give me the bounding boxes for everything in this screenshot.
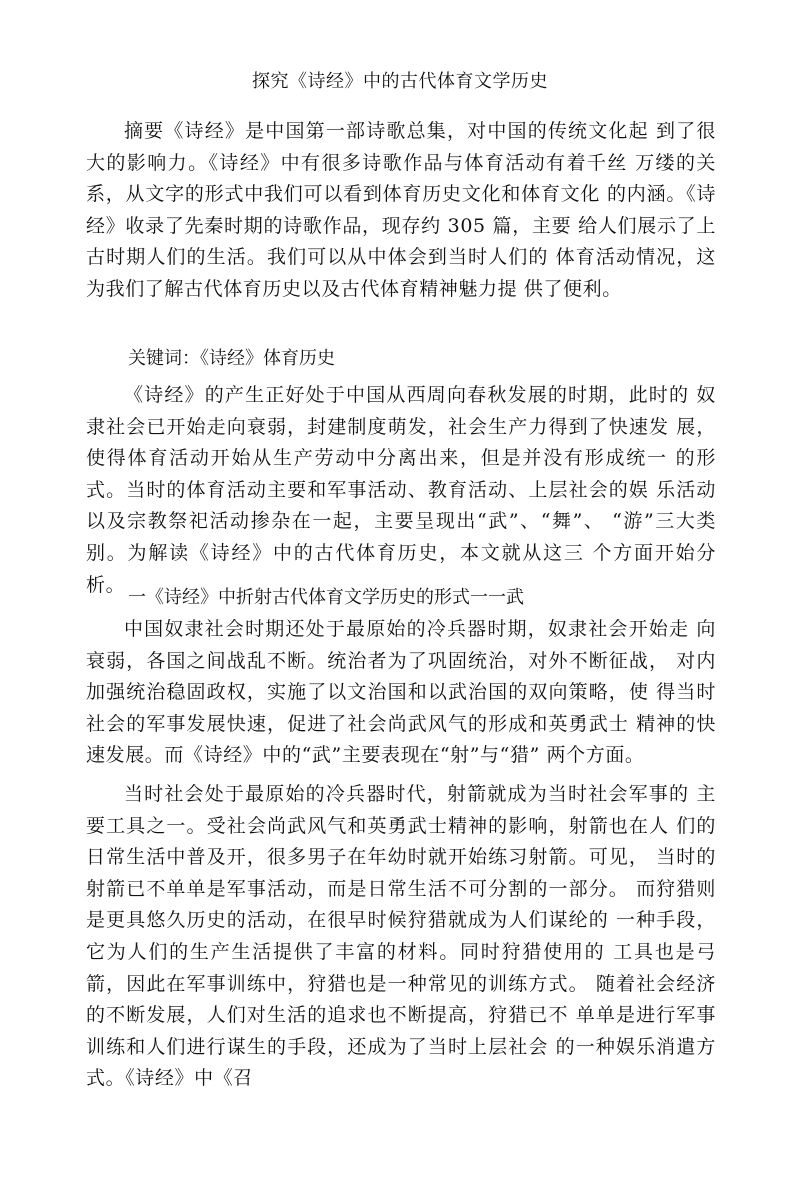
- body-paragraph-1: 《诗经》的产生正好处于中国从西周向春秋发展的时期，此时的 奴隶社会已开始走向衰弱，封建制度萌发，社会生产力得到了快速发 展，使得体育活动开始从生产劳动中分离出来，但是并没有形成统一 的形式。当时的体育活动主要和军事活动、教育活动、上层社会的娱 乐活动以及宗教祭祀活动掺杂在一起，主要呈现出“武”、“舞”、 “游”三大类别。为解读《诗经》中的古代体育历史，本文就从这三 个方面开始分析。: [86, 384, 716, 596]
- section-heading: 一《诗经》中折射古代体育文学历史的形式一一武: [128, 587, 524, 608]
- keywords-line: 关键词：《诗经》体育历史: [128, 348, 335, 369]
- body-paragraph-2: 中国奴隶社会时期还处于最原始的冷兵器时期，奴隶社会开始走 向衰弱，各国之间战乱不断。统治者为了巩固统治，对外不断征战， 对内加强统治稳固政权，实施了以文治国和以武治国的双向策略，使 得当时社会的军事发展快速，促进了社会尚武风气的形成和英勇武士 精神的快速发展。而《诗经》中的“武”主要表现在“射”与“猎” 两个方面。: [86, 618, 716, 767]
- document-title: 探究《诗经》中的古代体育文学历史: [252, 71, 548, 92]
- abstract-paragraph: 摘要《诗经》是中国第一部诗歌总集，对中国的传统文化起 到了很大的影响力。《诗经》中有很多诗歌作品与体育活动有着千丝 万缕的关系，从文字的形式中我们可以看到体育历史文化和体育文化 的内涵。《诗经》收录了先秦时期的诗歌作品，现存约 305 篇，主要 给人们展示了上古时期人们的生活。我们可以从中体会到当时人们的 体育活动情况，这为我们了解古代体育历史以及古代体育精神魅力提 供了便利。: [86, 120, 716, 300]
- body-paragraph-3: 当时社会处于最原始的冷兵器时代，射箭就成为当时社会军事的 主要工具之一。受社会尚武风气和英勇武士精神的影响，射箭也在人 们的日常生活中普及开，很多男子在年幼时就开始练习射箭。可见， 当时的射箭已不单单是军事活动，而是日常生活不可分割的一部分。 而狩猎则是更具悠久历史的活动，在很早时候狩猎就成为人们谋纶的 一种手段，它为人们的生产生活提供了丰富的材料。同时狩猎使用的 工具也是弓箭，因此在军事训练中，狩猎也是一种常见的训练方式。 随着社会经济的不断发展，人们对生活的追求也不断提高，狩猎已不 单单是进行军事训练和人们进行谋生的手段，还成为了当时上层社会 的一种娱乐消遣方式。《诗经》中《召: [86, 783, 716, 1090]
